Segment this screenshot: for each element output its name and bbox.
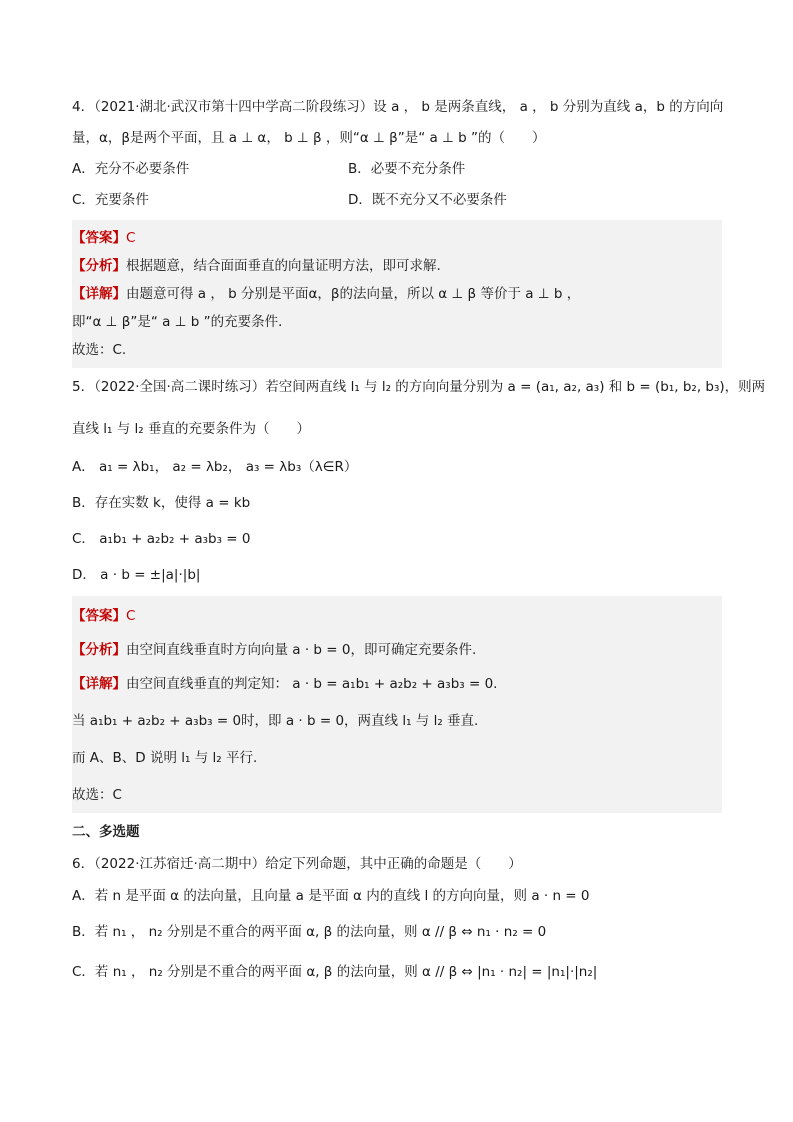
- q5-option-b: B．存在实数 k，使得 a = kb: [72, 495, 251, 511]
- q4-stem-line1: 4．（2021·湖北·武汉市第十四中学高二阶段练习）设 a ， b 是两条直线， a ， b 分别为直线 a，b 的方向向: [72, 99, 724, 115]
- detail-tag: 【详解】: [72, 286, 126, 302]
- question-6: [72, 853, 722, 983]
- q4-options-row2: [72, 189, 722, 211]
- q5-analysis: [72, 636, 722, 670]
- q4-option-d: D．既不充分又不必要条件: [348, 192, 507, 208]
- q5-detail-3: 而 A、B、D 说明 l₁ 与 l₂ 平行.: [72, 750, 258, 766]
- question-5: [72, 376, 766, 813]
- q5-option-a: A． a₁ = λb₁， a₂ = λb₂， a₃ = λb₃（λ∈R）: [72, 459, 358, 475]
- detail-text: 由题意可得 a ， b 分别是平面α，β的法向量，所以 α ⊥ β 等价于 a ⊥ b ，: [126, 286, 581, 302]
- q4-detail-1: [72, 280, 722, 308]
- q4-choose: 故选：C.: [72, 342, 127, 358]
- q4-option-c: C．充要条件: [72, 192, 149, 208]
- q5-answer: [72, 602, 722, 636]
- q6-option-c: C．若 n₁ ， n₂ 分别是不重合的两平面 α, β 的法向量，则 α // β ⇔ |n₁ · n₂| = |n₁|·|n₂|: [72, 964, 598, 980]
- analysis-text: 根据题意，结合面面垂直的向量证明方法，即可求解.: [126, 258, 441, 274]
- question-4: [72, 96, 722, 368]
- q4-stem-line2: 量，α，β是两个平面，且 a ⊥ α， b ⊥ β ，则“α ⊥ β”是“ a ⊥ b ”的（ ）: [72, 130, 546, 146]
- q4-option-a: A．充分不必要条件: [72, 161, 190, 177]
- detail-tag: 【详解】: [72, 676, 126, 692]
- q6-option-b: B．若 n₁ ， n₂ 分别是不重合的两平面 α, β 的法向量，则 α // β ⇔ n₁ · n₂ = 0: [72, 924, 547, 940]
- analysis-tag: 【分析】: [72, 258, 126, 274]
- answer-tag: 【答案】: [72, 608, 126, 624]
- analysis-tag: 【分析】: [72, 642, 126, 658]
- detail-text: 由空间直线垂直的判定知： a · b = a₁b₁ + a₂b₂ + a₃b₃ = 0.: [126, 676, 498, 692]
- q5-choose: 故选：C: [72, 787, 122, 803]
- q5-answer-box: [72, 596, 722, 813]
- answer-tag: 【答案】: [72, 230, 126, 246]
- q5-stem-line2: 直线 l₁ 与 l₂ 垂直的充要条件为（ ）: [72, 421, 310, 437]
- q4-options-row1: [72, 158, 722, 180]
- q6-option-a: A．若 n 是平面 α 的法向量，且向量 a 是平面 α 内的直线 l 的方向向量，则 a · n = 0: [72, 888, 590, 904]
- q5-stem-line1: 5．（2022·全国·高二课时练习）若空间两直线 l₁ 与 l₂ 的方向向量分别为 a = (a₁, a₂, a₃) 和 b = (b₁, b₂, b₃)，则两: [72, 379, 766, 395]
- analysis-text: 由空间直线垂直时方向向量 a · b = 0，即可确定充要条件.: [126, 642, 477, 658]
- q6-stem: 6．（2022·江苏宿迁·高二期中）给定下列命题，其中正确的命题是（ ）: [72, 856, 522, 872]
- q5-option-c: C． a₁b₁ + a₂b₂ + a₃b₃ = 0: [72, 531, 251, 547]
- q4-analysis: [72, 252, 722, 280]
- q5-detail-1: [72, 670, 722, 707]
- q4-answer-box: [72, 220, 722, 368]
- q5-detail-2: 当 a₁b₁ + a₂b₂ + a₃b₃ = 0时，即 a · b = 0，两直线 l₁ 与 l₂ 垂直.: [72, 713, 479, 729]
- q4-detail-2: 即“α ⊥ β”是“ a ⊥ b ”的充要条件．: [72, 314, 292, 330]
- q5-option-d: D． a · b = ±|a|·|b|: [72, 567, 201, 583]
- answer-value: C: [126, 608, 136, 624]
- document-page: [72, 96, 766, 983]
- q4-option-b: B．必要不充分条件: [348, 161, 466, 177]
- section-heading-multiple-choice: 二、多选题: [72, 824, 140, 840]
- answer-value: C: [126, 230, 136, 246]
- q4-answer: [72, 224, 722, 252]
